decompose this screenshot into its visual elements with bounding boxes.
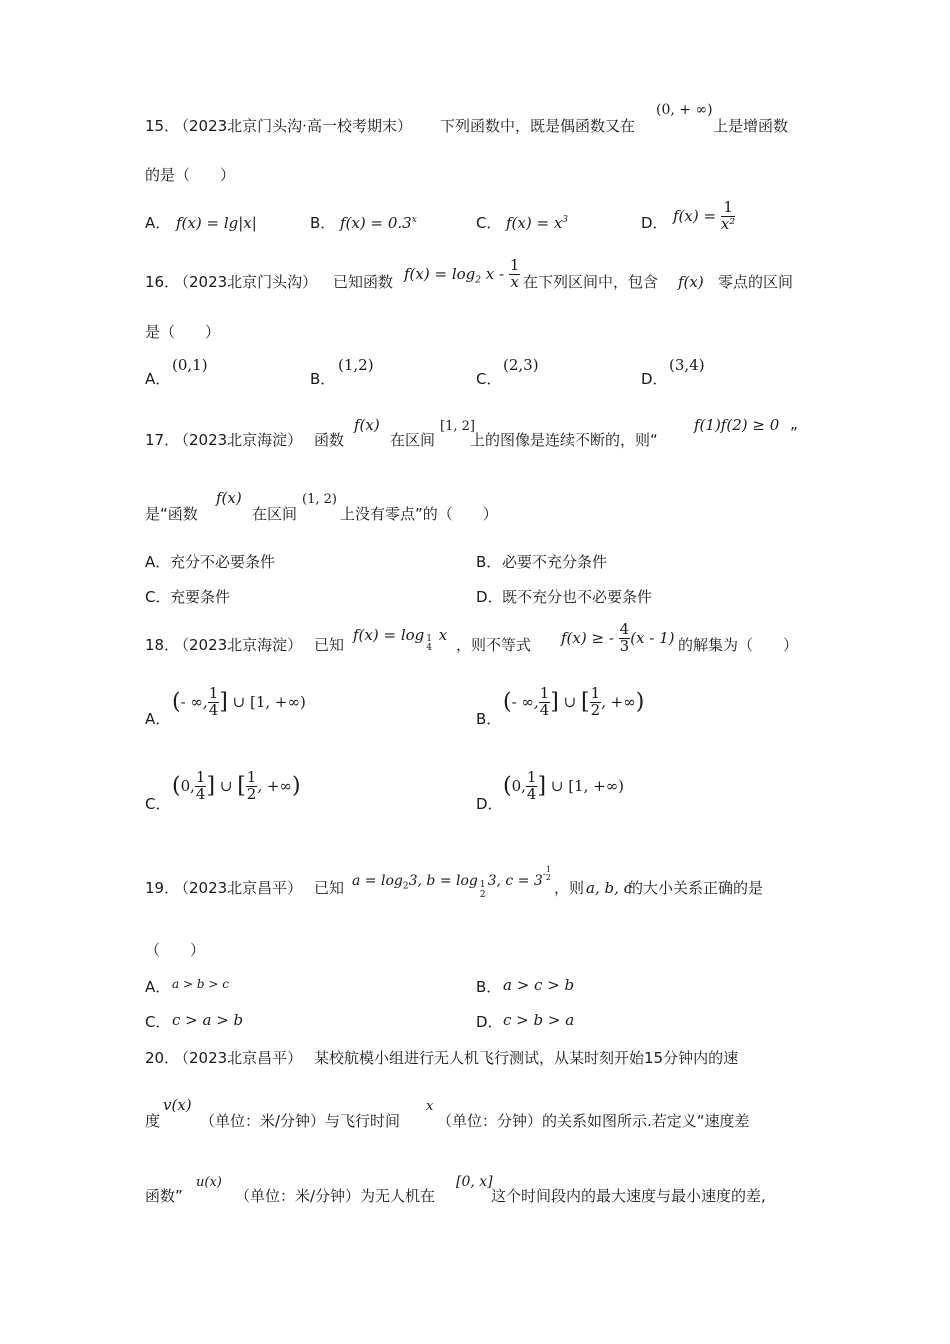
option-label-b: B． [476,553,502,571]
option-a-text: 充分不必要条件 [170,553,276,571]
question-text: 上的图像是连续不断的，则“ [470,431,658,449]
question-number: 20． [145,1049,180,1067]
option-label-a: A． [145,553,171,571]
option-label-d: D． [476,588,503,606]
option-label-d: D． [476,1013,503,1031]
question-text: 已知 [314,879,345,897]
question-text: 已知函数 [333,273,394,291]
option-c-formula: $f(x) = x^3$ [506,214,569,232]
question-text: 下列函数中，既是偶函数又在 [440,117,636,135]
question-source: （2023北京昌平） [174,879,303,897]
option-b-text: 必要不充分条件 [502,553,608,571]
question-source: （2023北京门头沟） [174,273,318,291]
option-label-b: B． [476,978,502,996]
function-symbol: f(x) [354,416,380,434]
question-text: ，则不等式 [456,636,532,654]
question-source: （2023北京海淀） [174,431,303,449]
option-b-formula: $f(x) = 0.3^x$ [340,214,417,232]
option-d-interval: (3,4) [669,356,705,374]
option-a-interval: (0,1) [172,356,208,374]
question-source: （2023北京昌平） [174,1049,303,1067]
interval-expression: (1, 2) [302,492,337,507]
option-label-b: B． [476,710,502,728]
option-a-formula: a > b > c [172,977,229,991]
function-symbol: u(x) [196,1175,222,1190]
question-text: 函数” [145,1187,183,1205]
question-text: 上没有零点”的（ ） [340,505,498,523]
option-d-formula: f(x) = $\frac{1}{\text{x²}}$ [673,198,736,233]
option-label-a: A． [145,214,171,232]
question-number: 15． [145,117,180,135]
question-text: 的解集为（ ） [678,636,799,654]
option-label-a: A． [145,710,171,728]
question-text: ” [790,424,798,442]
function-symbol: f(x) [678,273,704,291]
question-text: 在区间 [390,431,436,449]
question-text: 这个时间段内的最大速度与最小速度的差, [491,1187,766,1205]
option-a-set: (- ∞, $\frac{1}{4}$ ] ∪ [1, +∞) [172,684,306,719]
question-text: 的是（ ） [145,166,236,184]
option-c-set: (0, $\frac{1}{4}$ ] ∪ [ $\frac{1}{2}$ , +∞) [172,768,301,803]
function-definition: $f(x) = \log_2 x$ - $\frac{1}{x}$ [404,256,520,291]
question-text: 上是增函数 [713,117,789,135]
question-text: 的大小关系正确的是 [628,879,764,897]
option-b-formula: a > c > b [503,976,575,994]
question-source: （2023北京门头沟·高一校考期末） [174,117,412,135]
question-text: 某校航模小组进行无人机飞行测试，从某时刻开始15分钟内的速 [314,1049,739,1067]
question-text: 在下列区间中，包含 [523,273,659,291]
inequality-expression: f(x) ≥ - $\frac{4}{3}$ (x - 1) [561,620,675,655]
question-text: （ ） [145,941,206,959]
question-text: 已知 [314,636,345,654]
option-label-b: B． [310,370,336,388]
option-a-formula: f(x) = lg|x| [176,214,257,232]
question-number: 18． [145,636,180,654]
option-label-a: A． [145,370,171,388]
option-label-d: D． [476,795,503,813]
option-c-interval: (2,3) [503,356,539,374]
option-d-set: (0, $\frac{1}{4}$ ] ∪ [1, +∞) [503,768,625,803]
question-text: （单位：米/分钟）与飞行时间 [200,1112,401,1130]
function-symbol: v(x) [163,1096,192,1114]
question-text: 是“函数 [145,505,198,523]
option-b-interval: (1,2) [338,356,374,374]
option-label-a: A． [145,978,171,996]
condition-expression: f(1)f(2) ≥ 0 [694,416,780,434]
option-label-d: D． [641,370,668,388]
question-text: 度 [145,1112,161,1130]
question-number: 17． [145,431,180,449]
comparison-expression: $a = \log_23$, b = log 1 2 3, $c = 3^{- 1 2}$ [352,865,551,900]
question-text: 是（ ） [145,323,221,341]
function-definition: f(x) = log 1 4 x [353,626,448,653]
option-b-set: (- ∞, $\frac{1}{4}$ ] ∪ [ $\frac{1}{2}$ , +∞) [503,684,645,719]
option-label-b: B． [310,214,336,232]
option-label-c: C． [476,214,502,232]
option-c-formula: c > a > b [172,1011,244,1029]
variable-symbol: x [426,1099,434,1114]
variable-list: a, b, c [586,879,633,897]
option-label-c: C． [476,370,502,388]
question-number: 16． [145,273,180,291]
option-c-text: 充要条件 [170,588,231,606]
question-text: 函数 [314,431,345,449]
option-label-c: C． [145,588,171,606]
option-label-c: C． [145,1013,171,1031]
option-d-formula: c > b > a [503,1011,575,1029]
option-label-c: C． [145,795,171,813]
option-d-text: 既不充分也不必要条件 [502,588,653,606]
interval-expression: [0, x] [456,1174,493,1190]
question-text: （单位：米/分钟）为无人机在 [235,1187,436,1205]
question-number: 19． [145,879,180,897]
option-label-d: D． [641,214,668,232]
question-text: 零点的区间 [718,273,794,291]
interval-expression: [1, 2] [440,419,475,434]
question-source: （2023北京海淀） [174,636,303,654]
question-text: ，则 [554,879,585,897]
function-symbol: f(x) [216,489,242,507]
question-text: （单位：分钟）的关系如图所示.若定义“速度差 [437,1112,750,1130]
interval-expression: (0, + ∞) [656,102,713,118]
question-text: 在区间 [252,505,298,523]
